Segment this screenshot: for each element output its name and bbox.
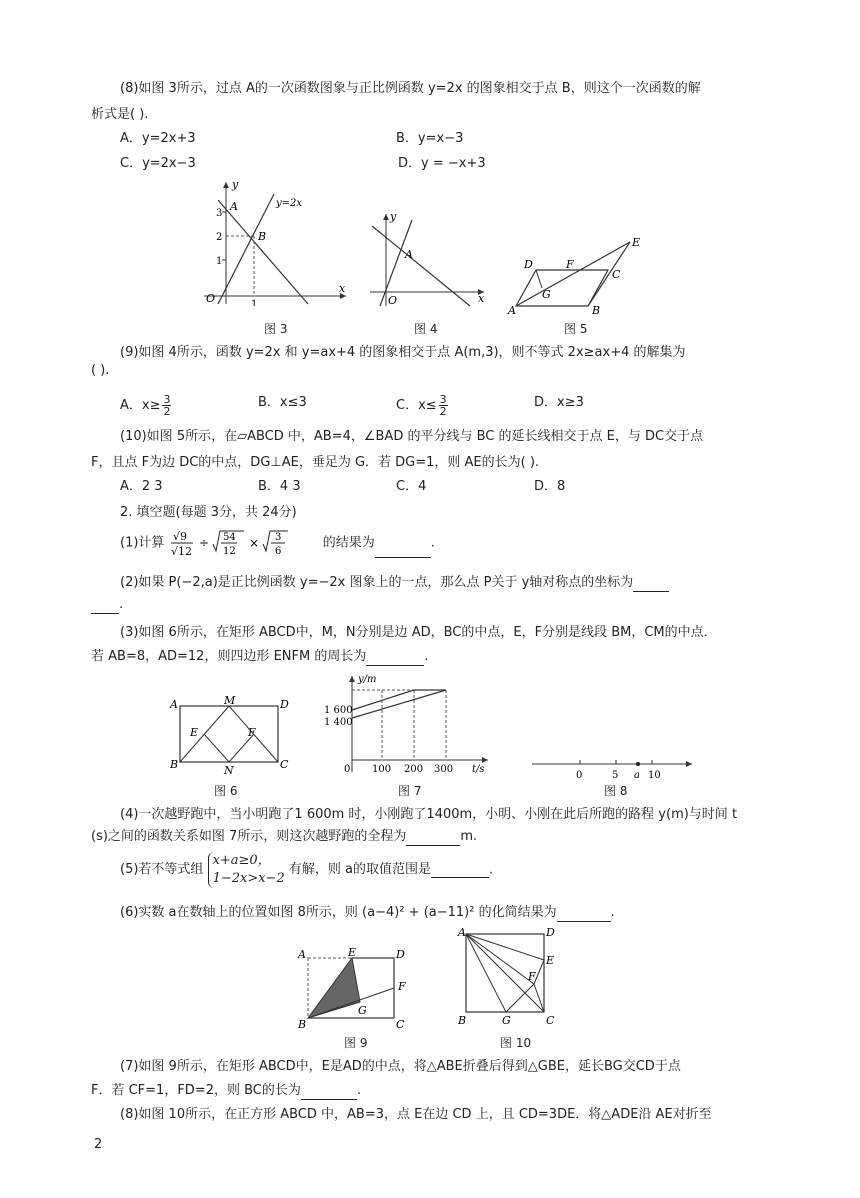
fig8-tick-0: 0 — [576, 770, 583, 781]
q8-option-d: D．y = −x+3 — [398, 156, 486, 171]
fig9-point-g: G — [358, 1004, 367, 1017]
figure-5-caption: 图 5 — [564, 322, 588, 336]
fig6-point-n: N — [224, 764, 234, 776]
q10-option-a: A．2 3 — [120, 479, 163, 494]
figure-4 — [366, 210, 490, 310]
fig6-point-b: B — [170, 758, 179, 771]
fill-q4-line1: (4)一次越野跑中，当小明跑了1 600m 时，小刚跑了1400m，小明、小刚在此后所跑的路程 y(m)与时间 t — [120, 807, 738, 822]
fig3-line-label: y=2x — [276, 198, 303, 209]
svg-text:3: 3 — [274, 532, 281, 543]
fig6-point-c: C — [280, 758, 289, 771]
q9-option-c: C．x≤ $\frac{3}{2}$ — [396, 393, 447, 418]
fig3-tick-x1: 1 — [251, 299, 258, 306]
figure-8 — [528, 756, 698, 782]
fill-q1: (1)计算 √9 √12 ÷ 54 12 × 3 6 的结果为 . — [120, 530, 435, 558]
figure-3 — [196, 176, 352, 306]
fig5-point-d: D — [524, 258, 533, 271]
fig3-origin: O — [206, 292, 216, 305]
q9-option-b: B．x≤3 — [258, 395, 307, 410]
fig5-point-g: G — [542, 288, 551, 301]
fig6-point-d: D — [280, 698, 289, 711]
fig9-point-f: F — [398, 980, 406, 993]
fig3-tick-2: 2 — [216, 232, 223, 243]
q8-line1: (8)如图 3所示，过点 A的一次函数图象与正比例函数 y=2x 的图象相交于点 B，则这个一次函数的解 — [120, 81, 701, 96]
fill-q3-line2: 若 AB=8，AD=12，则四边形 ENFM 的周长为 . — [91, 649, 429, 664]
q8-option-c: C．y=2x−3 — [120, 156, 196, 171]
figure-7 — [322, 672, 494, 778]
fig8-tick-a: a — [634, 770, 640, 781]
fill-q7-line1: (7)如图 9所示，在矩形 ABCD中，E是AD的中点，将△ABE折叠后得到△GBE，延长BG交CD于点 — [120, 1059, 681, 1074]
svg-text:√12: √12 — [170, 545, 192, 558]
fig8-tick-10: 10 — [648, 770, 661, 781]
fig7-tick-200: 200 — [404, 764, 424, 775]
fig7-x-label: t/s — [472, 764, 485, 775]
fig10-point-f: F — [528, 970, 536, 983]
fig7-tick-1600: 1 600 — [324, 705, 353, 716]
q9-line2: ( ). — [91, 363, 110, 378]
fill-q5-ineq1: x+a≥0， — [212, 853, 271, 868]
figure-10 — [456, 926, 566, 1030]
fill-q3-line1: (3)如图 6所示，在矩形 ABCD中，M，N分别是边 AD，BC的中点，E，F分别是线段 BM，CM的中点． — [120, 625, 717, 640]
figure-9 — [296, 946, 418, 1030]
fig10-point-b: B — [458, 1014, 467, 1027]
figure-10-caption: 图 10 — [500, 1036, 532, 1050]
fig6-point-a: A — [170, 698, 178, 711]
fig7-tick-300: 300 — [434, 764, 454, 775]
fill-q5: (5)若不等式组 x+a≥0， 1−2x>x−2 有解，则 a的取值范围是 . — [120, 853, 494, 886]
fig6-point-f: F — [248, 726, 256, 739]
fig5-point-c: C — [612, 268, 621, 281]
q8-line2: 析式是( ). — [91, 107, 149, 122]
fig5-point-e: E — [632, 236, 641, 249]
svg-text:12: 12 — [222, 546, 236, 557]
fig10-point-c: C — [546, 1014, 555, 1027]
fig9-point-a: A — [298, 948, 306, 961]
q8-option-b: B．y=x−3 — [396, 131, 464, 146]
q9-line1: (9)如图 4所示，函数 y=2x 和 y=ax+4 的图象相交于点 A(m,3)，则不等式 2x≥ax+4 的解集为 — [120, 345, 686, 360]
fig4-y-label: y — [390, 210, 397, 223]
figure-7-caption: 图 7 — [398, 784, 422, 798]
q10-option-b: B．4 3 — [258, 479, 301, 494]
q10-line1: (10)如图 5所示，在▱ABCD 中，AB=4，∠BAD 的平分线与 BC 的延长线相交于点 E，与 DC交于点 — [120, 429, 704, 444]
fig5-point-b: B — [592, 304, 601, 316]
fig7-tick-0: 0 — [344, 764, 351, 775]
fig6-point-m: M — [224, 696, 236, 707]
figure-6-caption: 图 6 — [214, 784, 238, 798]
fig6-point-e: E — [190, 726, 199, 739]
fig4-origin: O — [388, 294, 398, 307]
svg-text:×: × — [248, 536, 259, 550]
figure-3-caption: 图 3 — [264, 322, 288, 336]
figure-8-caption: 图 8 — [604, 784, 628, 798]
q10-option-c: C．4 — [396, 479, 427, 494]
fig9-point-e: E — [348, 946, 357, 959]
fill-q6: (6)实数 a在数轴上的位置如图 8所示，则 (a−4)² + (a−11)² 的化简结果为 . — [120, 905, 615, 920]
page-number: 2 — [94, 1137, 103, 1152]
q10-option-d: D．8 — [534, 479, 566, 494]
fill-q5-ineq2: 1−2x>x−2 — [212, 871, 285, 886]
fig3-y-label: y — [232, 178, 239, 191]
q9-option-a: A．x≥ $\frac{3}{2}$ — [120, 393, 171, 418]
fig3-point-b: B — [258, 230, 267, 243]
svg-text:÷: ÷ — [198, 536, 209, 550]
figure-6 — [168, 696, 290, 776]
fig8-tick-5: 5 — [612, 770, 619, 781]
fig3-point-a: A — [230, 200, 238, 213]
fig9-point-c: C — [396, 1018, 405, 1030]
fig5-point-a: A — [508, 304, 516, 316]
fig5-point-f: F — [566, 258, 574, 271]
section-heading: 2. 填空题(每题 3分，共 24分) — [120, 505, 297, 520]
q10-line2: F，且点 F为边 DC的中点，DG⊥AE，垂足为 G．若 DG=1，则 AE的长为( ). — [91, 455, 540, 470]
fill-q2-line1: (2)如果 P(−2,a)是正比例函数 y=−2x 图象上的一点，那么点 P关于 y轴对称点的坐标为 — [120, 574, 669, 592]
fig10-point-e: E — [546, 954, 555, 967]
fill-q1-expression — [169, 528, 319, 558]
fig7-y-label: y/m — [358, 674, 377, 685]
fig3-tick-3: 3 — [216, 208, 223, 219]
fill-q8-line1: (8)如图 10所示，在正方形 ABCD 中，AB=3，点 E在边 CD 上，且 CD=3DE．将△ADE沿 AE对折至 — [120, 1107, 712, 1122]
q9-option-d: D．x≥3 — [534, 395, 584, 410]
svg-text:54: 54 — [222, 532, 236, 543]
fig4-x-label: x — [478, 292, 485, 305]
fig10-point-g: G — [502, 1014, 511, 1027]
fig3-x-label: x — [339, 282, 346, 295]
svg-text:√9: √9 — [172, 530, 187, 543]
q8-option-a: A．y=2x+3 — [120, 131, 196, 146]
fig10-point-a: A — [458, 926, 466, 939]
fig7-tick-100: 100 — [372, 764, 392, 775]
fig7-tick-1400: 1 400 — [324, 717, 353, 728]
fig9-point-d: D — [396, 948, 405, 961]
fig4-point-a: A — [405, 248, 413, 261]
fig3-tick-1: 1 — [216, 256, 223, 267]
figure-5 — [502, 232, 648, 316]
figure-9-caption: 图 9 — [344, 1036, 368, 1050]
fill-q7-line2: F．若 CF=1，FD=2，则 BC的长为 . — [91, 1083, 362, 1098]
fill-q4-line2: (s)之间的函数关系如图 7所示，则这次越野跑的全程为 m. — [91, 829, 478, 844]
svg-text:6: 6 — [274, 546, 281, 557]
fig9-point-b: B — [298, 1018, 307, 1030]
figure-4-caption: 图 4 — [414, 322, 438, 336]
fig10-point-d: D — [546, 926, 555, 939]
fill-q2-line2: . — [91, 596, 123, 614]
